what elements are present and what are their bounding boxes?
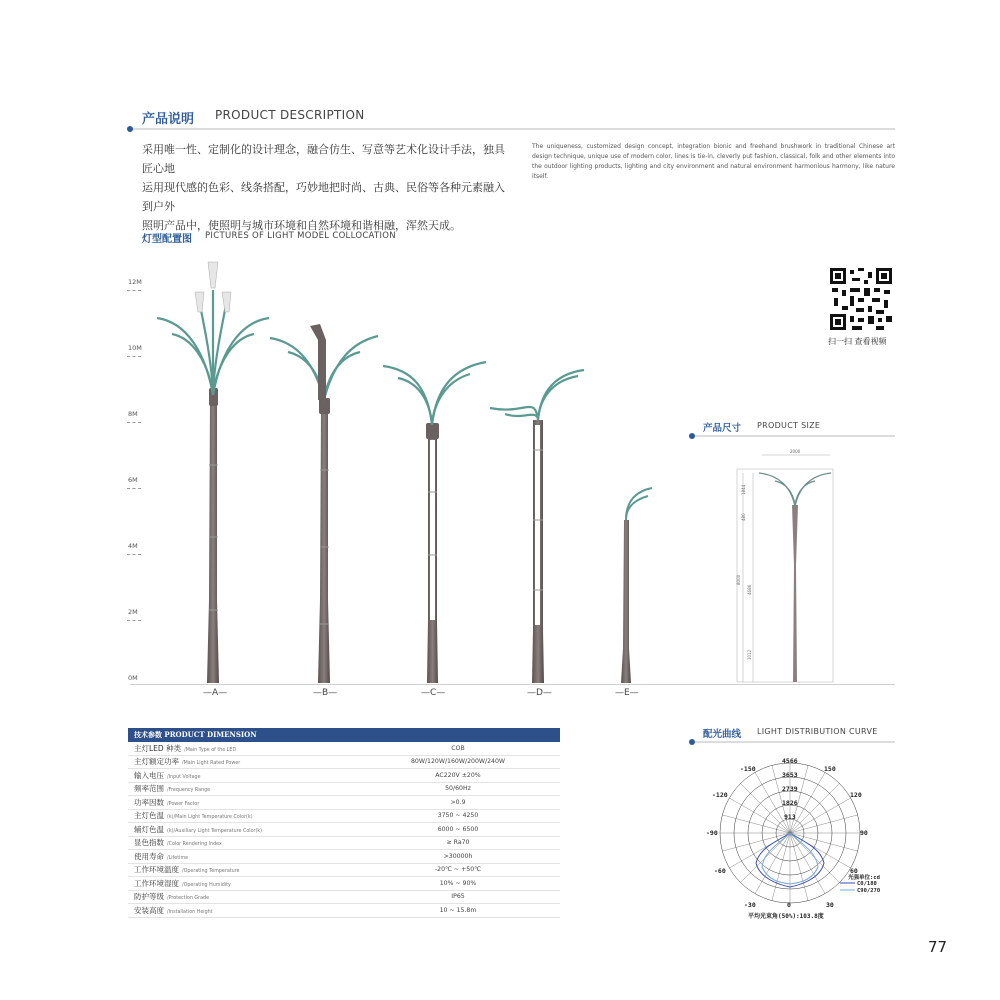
angle-label: -30: [744, 901, 756, 909]
model-label-c: —C—: [421, 688, 446, 698]
spec-table: [128, 728, 560, 918]
dim-label: 8000: [736, 574, 741, 585]
description-cn-line: 运用现代感的色彩、线条搭配，巧妙地把时尚、古典、民俗等各种元素融入到户外: [142, 181, 505, 213]
y-axis-dash: [127, 290, 141, 291]
model-label-e: —E—: [615, 688, 639, 698]
product-size-drawing: [735, 445, 835, 683]
dim-label: 4686: [747, 584, 752, 595]
angle-label: 60: [850, 867, 858, 875]
spec-row: [128, 742, 560, 755]
spec-row: [128, 823, 560, 837]
spec-key: [128, 877, 356, 891]
spec-key-cn: 辅灯色温: [134, 824, 164, 834]
spec-row: [128, 836, 560, 850]
spec-key-cn: 工作环境湿度: [134, 878, 179, 888]
angle-label: -90: [706, 829, 718, 837]
spec-key-cn: 主灯色温: [134, 811, 164, 821]
spec-value: 6000 ~ 6500: [356, 823, 560, 837]
lamp-model-b: [270, 324, 378, 683]
description-cn-line: 照明产品中，使照明与城市环境和自然环境和谐相融，浑然天成。: [142, 219, 461, 232]
y-axis-label: 10M: [128, 344, 142, 352]
spec-table-container: [128, 728, 560, 918]
legend-c90: C90/270: [857, 888, 881, 894]
light-distribution-polar-chart: [700, 755, 890, 920]
radial-value: 4566: [782, 757, 798, 765]
y-axis-dash: [127, 554, 141, 555]
section-divider: [130, 128, 895, 130]
spec-key-en: /Installation Height: [167, 909, 213, 915]
spec-key: [128, 863, 356, 877]
qr-caption: 扫一扫 查看视频: [828, 337, 887, 346]
spec-key-en: /Power Factor: [167, 801, 200, 807]
lamp-model-e: [621, 488, 652, 683]
y-axis-dash: [127, 620, 141, 621]
spec-key: [128, 755, 356, 769]
y-axis-label: 2M: [128, 608, 138, 616]
spec-key: [128, 742, 356, 755]
spec-key: [128, 809, 356, 823]
spec-key-en: (k)/Auxiliary Light Temperature Color(k): [167, 828, 263, 834]
spec-key-cn: 防护等级: [134, 892, 164, 902]
angle-label: 0: [787, 901, 791, 909]
y-axis-label: 12M: [128, 278, 142, 286]
product-description-cn: [142, 140, 512, 235]
spec-key-cn: 频率范围: [134, 784, 164, 794]
angle-label: 90: [860, 829, 868, 837]
angle-label: -120: [712, 791, 728, 799]
y-axis-label: 0M: [128, 674, 138, 682]
spec-row: [128, 877, 560, 891]
spec-row: [128, 755, 560, 769]
spec-key: [128, 904, 356, 918]
product-description-title-cn: 产品说明: [142, 112, 195, 127]
collocation-title-en: PICTURES OF LIGHT MODEL COLLOCATION: [205, 231, 396, 241]
description-cn-line: 采用唯一性、定制化的设计理念，融合仿生、写意等艺术化设计手法，独具匠心地: [142, 143, 505, 175]
legend-c0: C0/180: [857, 881, 877, 887]
spec-key-cn: 工作环境温度: [134, 865, 179, 875]
dim-label: 480: [741, 513, 746, 521]
curve-legend: [840, 881, 880, 894]
angle-label: -60: [714, 867, 726, 875]
unit-label: 光强单位:cd: [848, 875, 880, 881]
product-description-en: The uniqueness, customized design concept, integration bionic and freehand brushwork in traditional Chinese art design technique, unique use of modern color, lines is tie-in, cleverly put fashion, classical, folk and other elements into the outdoor lighting products, lighting and city environment and natural environment harmonious harmony, like nature itself.: [532, 143, 895, 180]
spec-key-cn: 显色指数: [134, 838, 164, 848]
spec-key: [128, 823, 356, 837]
model-label-d: —D—: [527, 688, 552, 698]
spec-key: [128, 850, 356, 864]
spec-key-en: /Operating Temperature: [182, 869, 240, 875]
spec-row: [128, 769, 560, 783]
distribution-title-en: LIGHT DISTRIBUTION CURVE: [757, 727, 878, 736]
spec-key-cn: 主灯额定功率: [134, 757, 179, 767]
model-label-a: —A—: [203, 688, 228, 698]
qr-code-icon[interactable]: [830, 268, 892, 330]
page-number: 77: [928, 938, 948, 956]
spec-table-header: 技术参数 PRODUCT DIMENSION: [128, 728, 560, 742]
lamp-model-c: [383, 362, 486, 683]
spec-value: IP65: [356, 890, 560, 904]
spec-row: [128, 782, 560, 796]
distribution-title-cn: 配光曲线: [703, 729, 742, 740]
product-size-title-cn: 产品尺寸: [703, 423, 742, 434]
spec-row: [128, 850, 560, 864]
spec-value: ≥ Ra70: [356, 836, 560, 850]
spec-row: [128, 904, 560, 918]
spec-row: [128, 796, 560, 810]
section-divider: [692, 435, 895, 437]
section-divider: [692, 741, 895, 743]
radial-value: 2739: [782, 785, 798, 793]
radial-value: 913: [784, 813, 796, 821]
collocation-title-cn: 灯型配置图: [142, 234, 192, 245]
angle-label: 150: [824, 765, 836, 773]
spec-key-en: /Main Light Rated Power: [182, 761, 241, 767]
angle-label: -150: [740, 765, 756, 773]
spec-key-en: /Input Voltage: [167, 774, 201, 780]
angle-label: 30: [826, 901, 834, 909]
spec-key: [128, 890, 356, 904]
lamp-models-illustration: [140, 255, 670, 685]
spec-value: >30000h: [356, 850, 560, 864]
spec-key-cn: 安装高度: [134, 905, 164, 915]
spec-key-en: /Lifetime: [167, 855, 189, 861]
dim-label: 2000: [790, 449, 801, 454]
dim-label: 1844: [741, 484, 746, 495]
spec-key: [128, 769, 356, 783]
y-axis-label: 4M: [128, 542, 138, 550]
y-axis-label: 8M: [128, 410, 138, 418]
lamp-model-d: [490, 370, 584, 683]
radial-value: 1826: [782, 799, 798, 807]
lamp-model-a: [157, 262, 269, 683]
y-axis-dash: [127, 488, 141, 489]
spec-key-en: /Color Rendering Index: [167, 842, 222, 848]
spec-row: [128, 890, 560, 904]
spec-key-en: /Main Type of the LED: [184, 747, 237, 753]
spec-value: COB: [356, 742, 560, 755]
spec-value: 10% ~ 90%: [356, 877, 560, 891]
spec-key-cn: 输入电压: [134, 770, 164, 780]
spec-table-body: [128, 742, 560, 917]
spec-row: [128, 809, 560, 823]
spec-key-cn: 主灯LED 种类: [134, 743, 182, 753]
y-axis-label: 6M: [128, 476, 138, 484]
spec-value: >0.9: [356, 796, 560, 810]
product-size-title-en: PRODUCT SIZE: [757, 421, 821, 430]
angle-label: 120: [850, 791, 862, 799]
beam-angle-caption: 平均光束角(50%):103.8度: [748, 913, 824, 920]
spec-value: 3750 ~ 4250: [356, 809, 560, 823]
spec-value: 50/60Hz: [356, 782, 560, 796]
spec-key-cn: 使用寿命: [134, 851, 164, 861]
spec-value: -20℃ ~ +50℃: [356, 863, 560, 877]
spec-key-en: (k)/Main Light Temperature Color(k): [167, 815, 253, 821]
spec-key: [128, 782, 356, 796]
radial-value: 3653: [782, 771, 798, 779]
spec-row: [128, 863, 560, 877]
spec-key-en: /Operating Humidity: [182, 882, 231, 888]
model-label-b: —B—: [313, 688, 338, 698]
spec-key-en: /Frequency Range: [167, 788, 211, 794]
spec-value: 80W/120W/160W/200W/240W: [356, 755, 560, 769]
spec-key-cn: 功率因数: [134, 797, 164, 807]
product-description-title-en: PRODUCT DESCRIPTION: [215, 108, 365, 122]
spec-key: [128, 836, 356, 850]
spec-value: 10 ~ 15.8m: [356, 904, 560, 918]
y-axis-dash: [127, 422, 141, 423]
spec-key-en: /Protection Grade: [167, 896, 210, 902]
y-axis-dash: [127, 356, 141, 357]
dim-label: 1012: [747, 649, 752, 660]
spec-value: AC220V ±20%: [356, 769, 560, 783]
spec-key: [128, 796, 356, 810]
